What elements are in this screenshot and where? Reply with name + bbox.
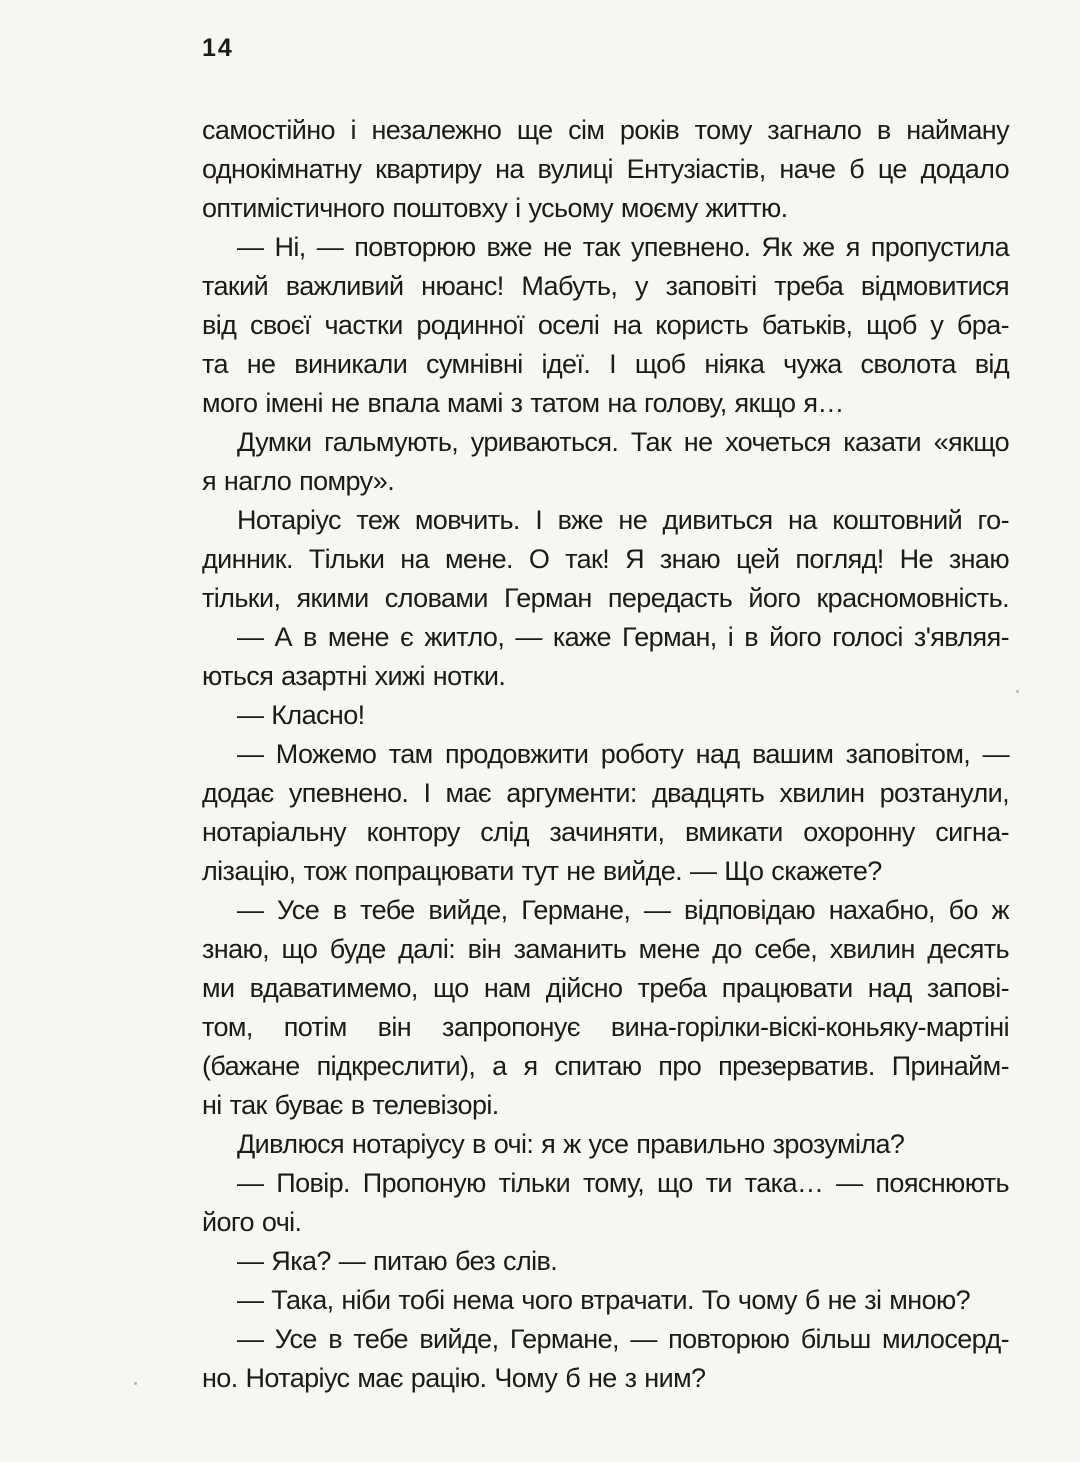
text-line: — Така, ніби тобі нема чого втрачати. То чому б не зі мною? [237,1285,971,1315]
text-line: — Усе в тебе вийде, Германе, — повторюю більш милосерд- [237,1324,1009,1354]
text-line: нотаріальну контору слід зачиняти, вмикати охоронну сигна- [202,817,1009,847]
text-line: — Класно! [237,700,365,730]
text-line: мого імені не впала мамі з татом на голову, якщо я… [202,388,844,418]
text-line: — Усе в тебе вийде, Германе, — відповідаю нахабно, бо ж [237,895,1009,925]
text-line: від своєї частки родинної оселі на користь батьків, щоб у бра- [202,310,1009,340]
text-line: лізацію, тож попрацювати тут не вийде. — Що скажете? [202,856,882,886]
text-line: знаю, що буде далі: він заманить мене до себе, хвилин десять [202,934,1009,964]
text-line: ються азартні хижі нотки. [202,661,506,691]
text-line: його очі. [202,1207,302,1237]
text-line: ні так буває в телевізорі. [202,1090,499,1120]
text-line: однокімнатну квартиру на вулиці Ентузіастів, наче б це додало [202,154,1009,184]
paper-speck [1016,690,1019,693]
text-line: но. Нотаріус має рацію. Чому б не з ним? [202,1363,706,1393]
text-line: — А в мене є житло, — каже Герман, і в його голосі з'являя- [237,622,1009,652]
text-line: Нотаріус теж мовчить. І вже не дивиться на коштовний го- [237,505,1009,535]
text-line: тільки, якими словами Герман передасть його красномовність. [202,583,1009,613]
text-line: Думки гальмують, уриваються. Так не хочеться казати «якщо [237,427,1009,457]
text-line: Дивлюся нотаріусу в очі: я ж усе правильно зрозуміла? [237,1129,905,1159]
text-line: — Можемо там продовжити роботу над вашим заповітом, — [237,739,1009,769]
text-line: динник. Тільки на мене. О так! Я знаю цей погляд! Не знаю [202,544,1009,574]
text-line: я нагло помру». [202,466,395,496]
text-line: ми вдаватимемо, що нам дійсно треба працювати над запові- [202,973,1009,1003]
text-line: — Повір. Пропоную тільки тому, що ти така… — пояснюють [237,1168,1009,1198]
text-line: — Ні, — повторюю вже не так упевнено. Як же я пропустила [237,232,1009,262]
paper-speck [134,1382,137,1385]
text-line: додає упевнено. І має аргументи: двадцять хвилин розтанули, [202,778,1009,808]
body-text [202,111,1009,1398]
text-line: (бажане підкреслити), а я спитаю про презерватив. Принайм- [202,1051,1009,1081]
text-line: та не виникали сумнівні ідеї. І щоб ніяка чужа сволота від [202,349,1009,379]
text-line: том, потім він запропонує вина-горілки-віскі-коньяку-мартіні [202,1012,1009,1042]
text-line: самостійно і незалежно ще сім років тому загнало в найману [202,115,1009,145]
page-number: 14 [202,34,234,62]
text-line: такий важливий нюанс! Мабуть, у заповіті треба відмовитися [202,271,1009,301]
text-line: оптимістичного поштовху і усьому моєму життю. [202,193,788,223]
text-line: — Яка? — питаю без слів. [237,1246,558,1276]
